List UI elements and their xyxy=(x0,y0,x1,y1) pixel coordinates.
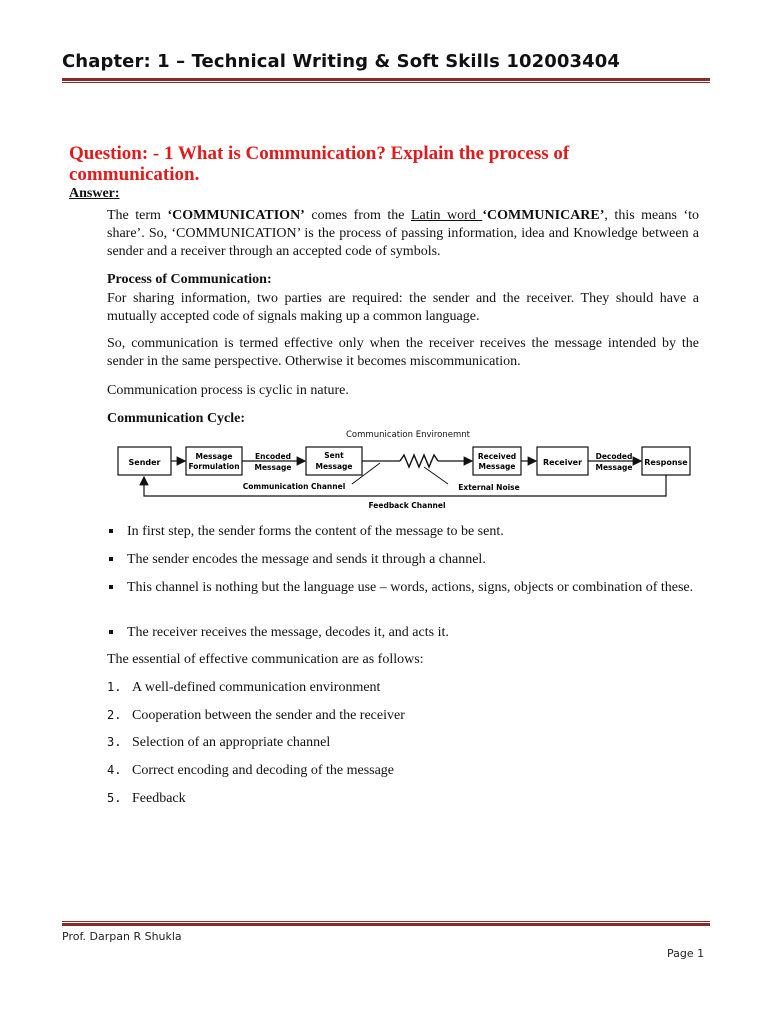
essential-item-5 xyxy=(107,790,699,808)
sent-label-line2: Message xyxy=(315,462,353,471)
intro-latin-word: Latin word xyxy=(410,208,483,223)
header-rule-bottom xyxy=(62,82,710,83)
essential-text: Selection of an appropriate channel xyxy=(132,735,331,750)
channel-label: Communication Channel xyxy=(242,482,346,491)
intro-text-2: comes from the xyxy=(304,208,411,223)
bullet-text: This channel is nothing but the language use – words, actions, signs, objects or combination of these. xyxy=(127,580,694,595)
essential-item-4 xyxy=(107,762,699,780)
process-paragraph-3: Communication process is cyclic in nature. xyxy=(107,383,349,398)
bullet-item-1 xyxy=(107,523,699,541)
footer-rule-bottom xyxy=(62,923,710,926)
feedback-loop-line xyxy=(144,475,666,496)
footer-author: Prof. Darpan R Shukla xyxy=(62,930,182,943)
decoded-label-line2: Message xyxy=(595,463,633,472)
intro-text-3: , this means ‘to share’. So, ‘COMMUNICATION’ is the process of passing information, idea and Knowledge between a sender and a receiver through an accepted code of symbols. xyxy=(107,208,700,259)
feedback-label: Feedback Channel xyxy=(368,501,446,510)
sender-label: Sender xyxy=(128,458,161,467)
bullet-item-2 xyxy=(107,551,699,569)
question-title: Question: - 1 What is Communication? Explain the process of communication. xyxy=(69,143,570,185)
bullet-item-4 xyxy=(107,624,699,642)
essential-text: A well-defined communication environment xyxy=(132,680,381,695)
essential-number: 5. xyxy=(107,791,122,805)
encoded-label-line2: Message xyxy=(254,463,292,472)
decoded-label-line1: Decoded xyxy=(595,452,633,461)
essential-item-2 xyxy=(107,707,699,725)
answer-label: Answer: xyxy=(69,186,120,201)
essential-number: 1. xyxy=(107,680,122,694)
page-header-title: Chapter: 1 – Technical Writing & Soft Skills 102003404 xyxy=(62,51,620,72)
bullet-item-3 xyxy=(107,579,699,615)
essential-text: Feedback xyxy=(132,791,186,806)
process-heading: Process of Communication: xyxy=(107,272,272,287)
essential-number: 4. xyxy=(107,763,122,777)
encoded-label-line1: Encoded xyxy=(255,452,291,461)
process-paragraph-1: For sharing information, two parties are required: the sender and the receiver. They should have a mutually accepted code of signals making up a common language. xyxy=(107,291,699,324)
footer-page-number: Page 1 xyxy=(667,947,705,960)
essential-number: 2. xyxy=(107,708,122,722)
formulation-label-line2: Formulation xyxy=(188,462,240,471)
sent-label-line1: Sent xyxy=(324,451,344,460)
essential-item-3 xyxy=(107,734,699,752)
essential-text: Cooperation between the sender and the receiver xyxy=(132,708,405,723)
bullet-square-icon xyxy=(109,630,113,634)
bullet-square-icon xyxy=(109,585,113,589)
cycle-heading: Communication Cycle: xyxy=(107,411,246,426)
header-rule-top xyxy=(62,78,710,81)
bullet-text: The sender encodes the message and sends it through a channel. xyxy=(127,552,486,567)
intro-paragraph xyxy=(107,207,699,261)
communication-cycle-diagram xyxy=(108,426,704,514)
received-label-line1: Received xyxy=(477,452,517,461)
noise-pointer xyxy=(424,467,448,484)
essential-text: Correct encoding and decoding of the message xyxy=(132,763,395,778)
environment-label: Communication Environemnt xyxy=(346,430,470,440)
intro-term-communication: ‘COMMUNICATION’ xyxy=(167,208,305,223)
process-paragraph-2: So, communication is termed effective only when the receiver receives the message intended by the sender in the same perspective. Otherwise it becomes miscommunication. xyxy=(107,336,699,369)
receiver-label: Receiver xyxy=(542,458,583,467)
bullet-text: The receiver receives the message, decodes it, and acts it. xyxy=(127,625,449,640)
bullet-square-icon xyxy=(109,557,113,561)
bullet-text: In first step, the sender forms the content of the message to be sent. xyxy=(127,524,504,539)
noise-resistor-icon xyxy=(400,455,438,467)
response-label: Response xyxy=(644,458,688,467)
noise-label: External Noise xyxy=(458,483,520,492)
essentials-intro: The essential of effective communication are as follows: xyxy=(107,652,424,667)
footer-rule-top xyxy=(62,921,710,922)
intro-text-1: The term xyxy=(107,208,168,223)
formulation-label-line1: Message xyxy=(195,452,233,461)
intro-term-communicare: ‘COMMUNICARE’ xyxy=(482,208,605,223)
bullet-square-icon xyxy=(109,529,113,533)
received-label-line2: Message xyxy=(478,462,516,471)
essential-item-1 xyxy=(107,679,699,697)
essential-number: 3. xyxy=(107,735,122,749)
